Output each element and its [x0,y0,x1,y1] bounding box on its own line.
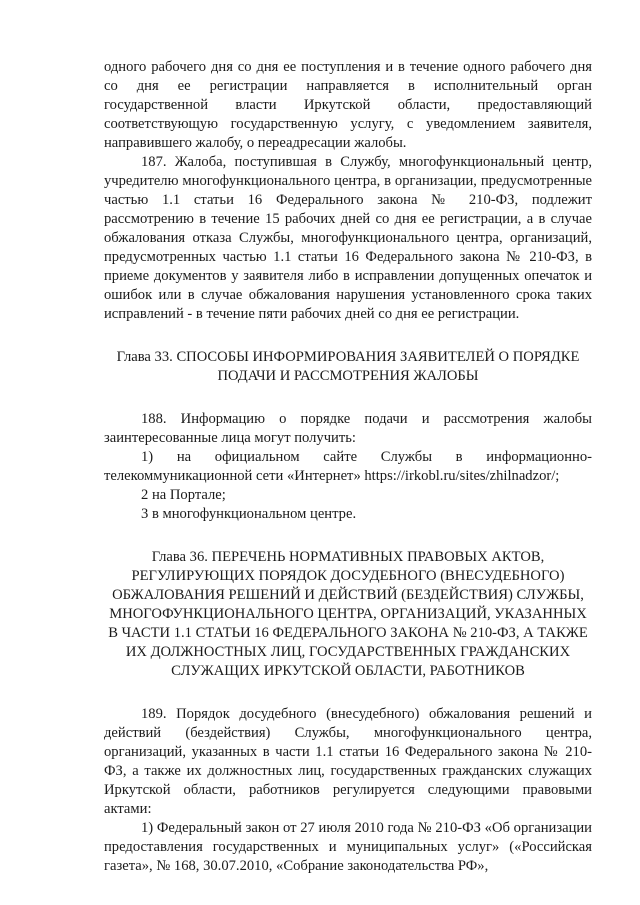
chapter-33-heading: Глава 33. СПОСОБЫ ИНФОРМИРОВАНИЯ ЗАЯВИТЕЛЕЙ О ПОРЯДКЕ ПОДАЧИ И РАССМОТРЕНИЯ ЖАЛОБЫ [116,349,580,384]
document-body [104,58,592,876]
list-item-188-2: 2 на Портале; [141,487,226,503]
paragraph-189: 189. Порядок досудебного (внесудебного) обжалования решений и действий (бездействия) Службы, многофункционального центра, организаций, указанных в части 1.1 статьи 16 Федерального закона № 210-ФЗ, а также их должностных лиц, государственных гражданских служащих Иркутской области, работников регулируется следующими правовыми актами: [104,706,592,817]
chapter-36-heading: Глава 36. ПЕРЕЧЕНЬ НОРМАТИВНЫХ ПРАВОВЫХ АКТОВ, РЕГУЛИРУЮЩИХ ПОРЯДОК ДОСУДЕБНОГО (ВНЕСУДЕБНОГО) ОБЖАЛОВАНИЯ РЕШЕНИЙ И ДЕЙСТВИЙ (БЕЗДЕЙСТВИЯ) СЛУЖБЫ, МНОГОФУНКЦИОНАЛЬНОГО ЦЕНТРА, ОРГАНИЗАЦИЙ, УКАЗАННЫХ В ЧАСТИ 1.1 СТАТЬИ 16 ФЕДЕРАЛЬНОГО ЗАКОНА № 210-ФЗ, А ТАКЖЕ ИХ ДОЛЖНОСТНЫХ ЛИЦ, ГОСУДАРСТВЕННЫХ ГРАЖДАНСКИХ СЛУЖАЩИХ ИРКУТСКОЙ ОБЛАСТИ, РАБОТНИКОВ [108,549,588,679]
spacer [104,386,592,410]
paragraph-continuation: одного рабочего дня со дня ее поступления и в течение одного рабочего дня со дня ее регистрации направляется в исполнительный орган государственной власти Иркутской области, предоставляющий соответствующую государственную услугу, с уведомлением заявителя, направившего жалобу, о переадресации жалобы. [104,59,592,151]
list-item-189-1: 1) Федеральный закон от 27 июля 2010 года № 210-ФЗ «Об организации предоставления государственных и муниципальных услуг» («Российская газета», № 168, 30.07.2010, «Собрание законодательства РФ», [104,820,592,874]
spacer [104,324,592,348]
paragraph-188: 188. Информацию о порядке подачи и рассмотрения жалобы заинтересованные лица могут получить: [104,411,592,446]
list-item-188-1: 1) на официальном сайте Службы в информационно-телекоммуникационной сети «Интернет» https://irkobl.ru/sites/zhilnadzor/; [104,449,592,484]
spacer [104,524,592,548]
spacer [104,681,592,705]
list-item-188-3: 3 в многофункциональном центре. [141,506,357,522]
paragraph-187: 187. Жалоба, поступившая в Службу, многофункциональный центр, учредителю многофункционального центра, в организации, предусмотренные частью 1.1 статьи 16 Федерального закона № 210-ФЗ, подлежит рассмотрению в течение 15 рабочих дней со дня ее регистрации, а в случае обжалования отказа Службы, многофункционального центра, организаций, предусмотренных частью 1.1 статьи 16 Федерального закона № 210-ФЗ, в приеме документов у заявителя либо в исправлении допущенных опечаток и ошибок или в случае обжалования нарушения установленного срока таких исправлений - в течение пяти рабочих дней со дня ее регистрации. [104,154,592,322]
